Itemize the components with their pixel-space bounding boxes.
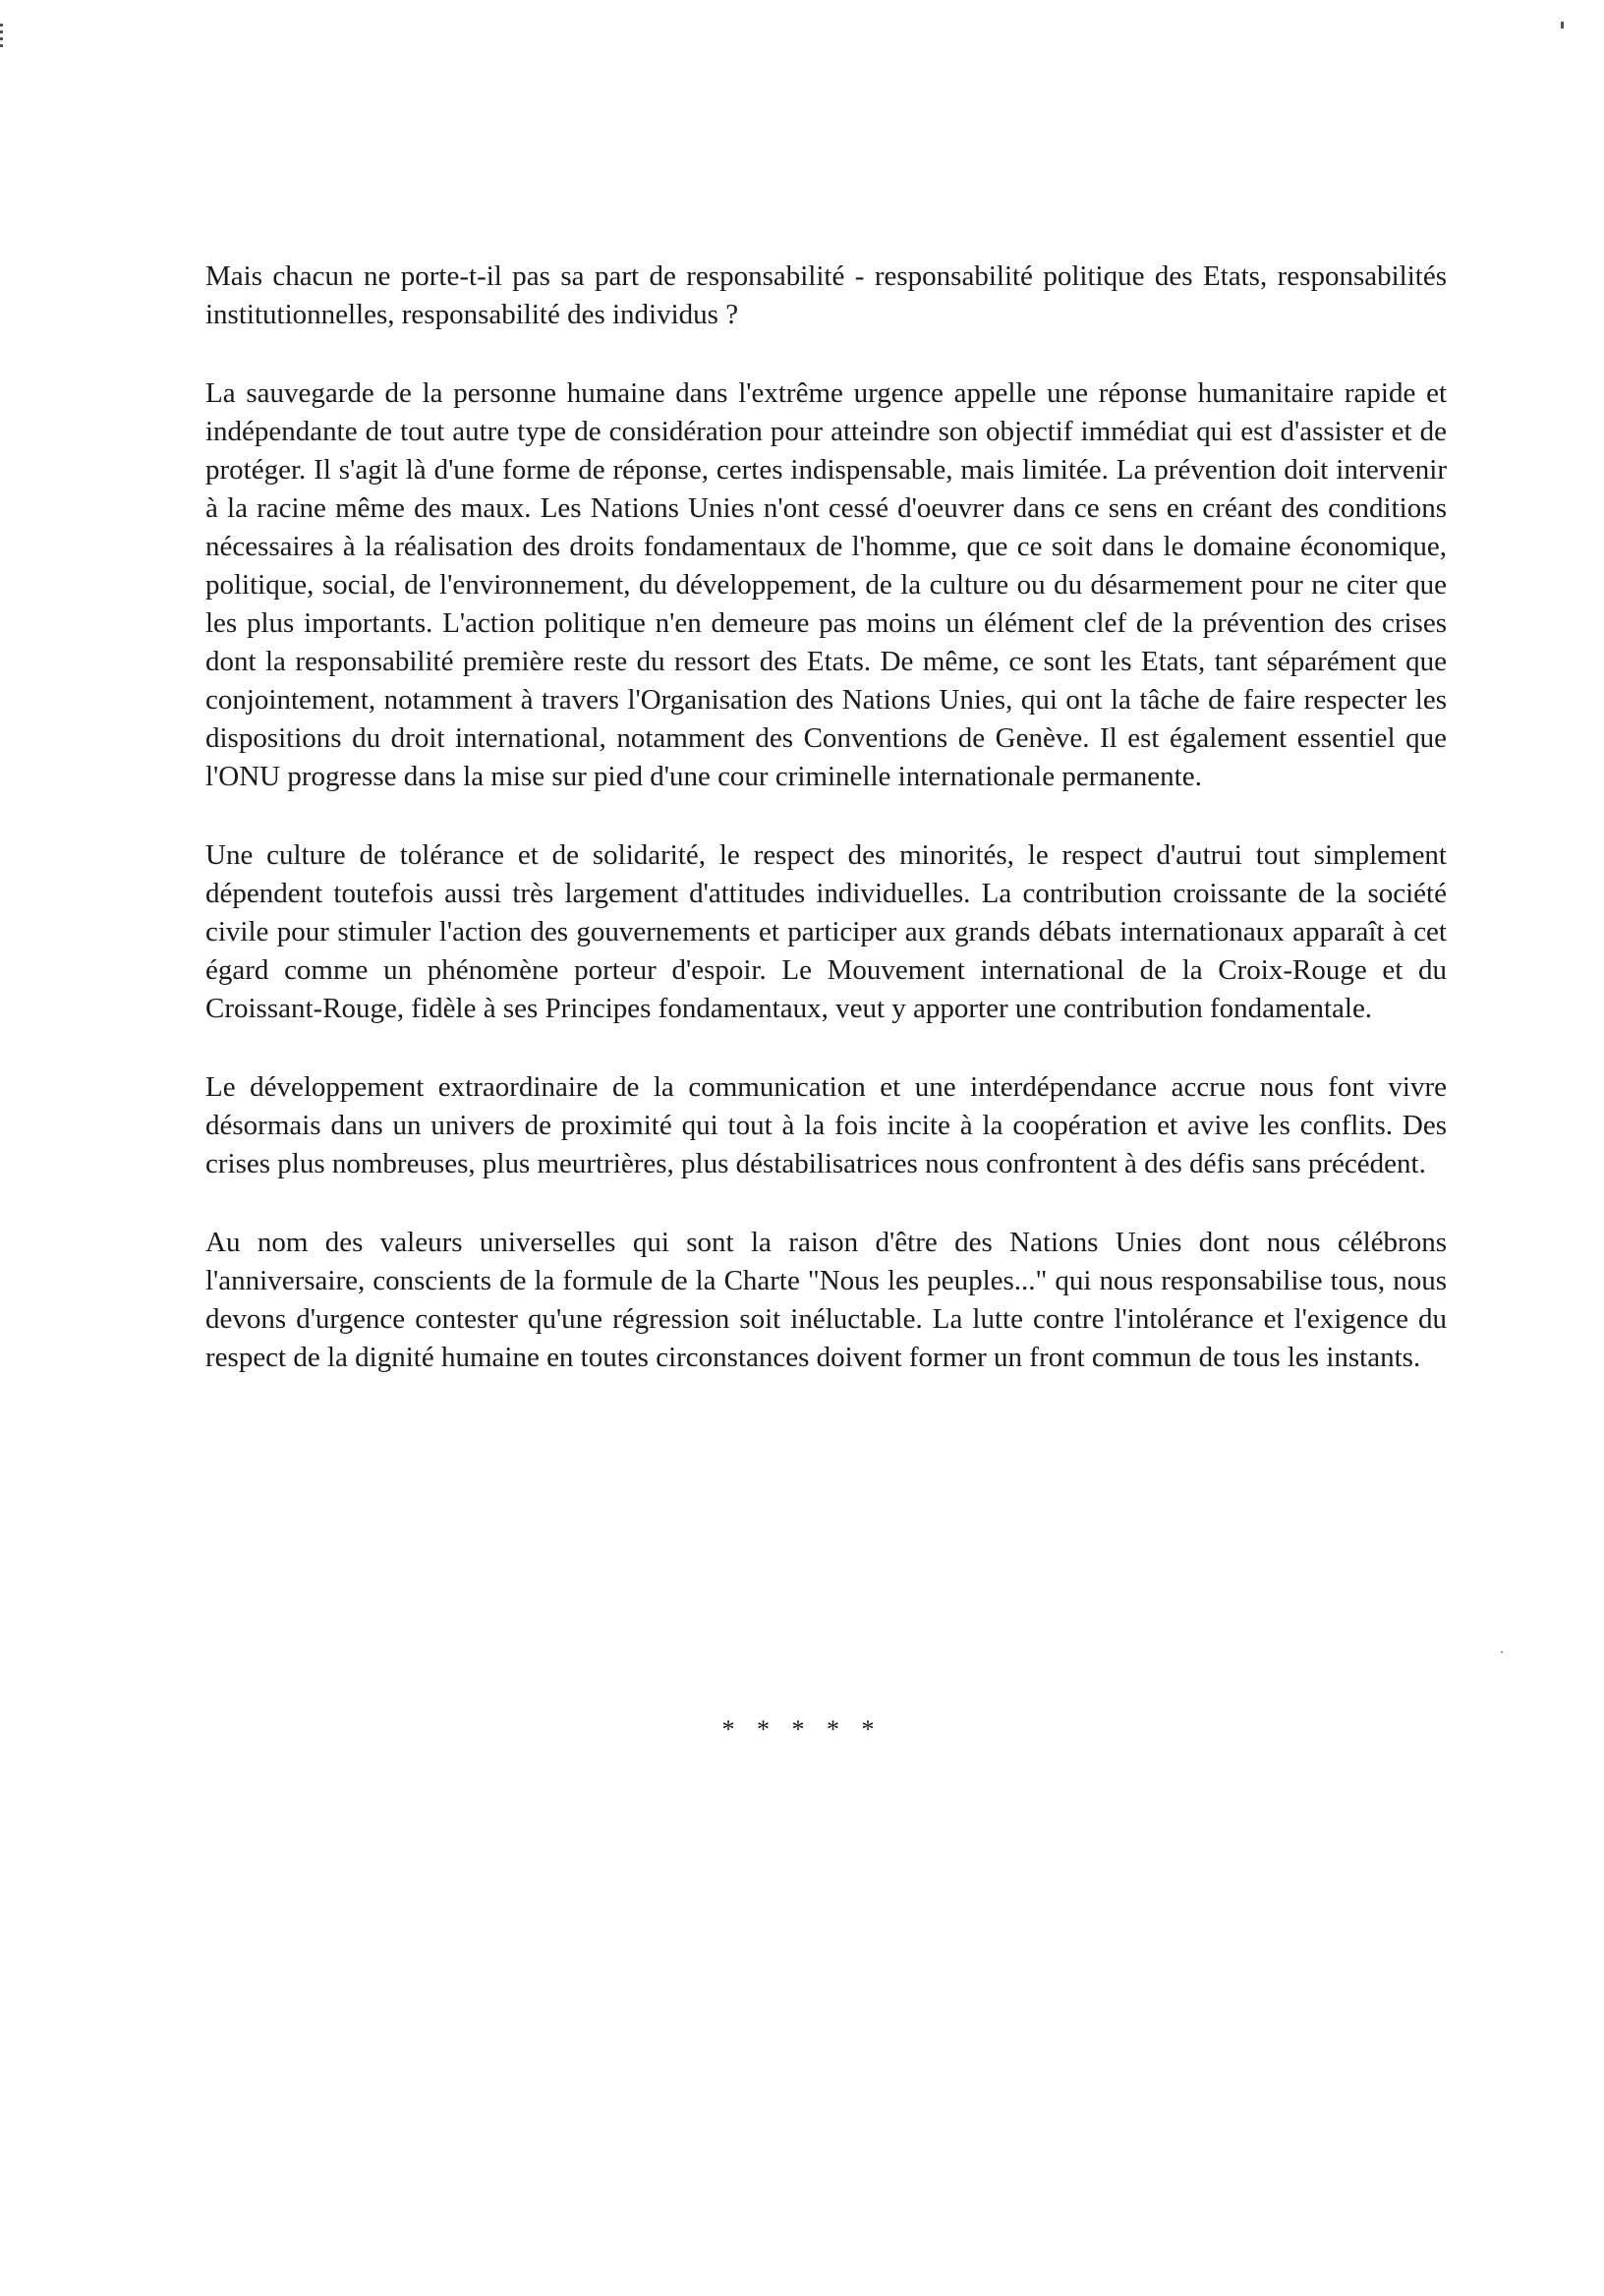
scan-artifact-mark (0, 24, 3, 51)
scan-artifact-dot (1501, 1651, 1503, 1653)
document-body (205, 258, 1447, 1417)
paragraph-communication: Le développement extraordinaire de la communication et une interdépendance accrue nous font vivre désormais dans un univers de proximité qui tout à la fois incite à la coopération et avive les conflits. Des crises plus nombreuses, plus meurtrières, plus déstabilisatrices nous confrontent à des défis sans précédent. (205, 1071, 1447, 1179)
paragraph-responsibility: Mais chacun ne porte-t-il pas sa part de responsabilité - responsabilité politique des Etats, responsabilités institutionnelles, responsabilité des individus ? (205, 260, 1447, 330)
paragraph-prevention: La sauvegarde de la personne humaine dans l'extrême urgence appelle une réponse humanitaire rapide et indépendante de tout autre type de considération pour atteindre son objectif immédiat qui est d'assister et de protéger. Il s'agit là d'une forme de réponse, certes indispensable, mais limitée. La prévention doit intervenir à la racine même des maux. Les Nations Unies n'ont cessé d'oeuvrer dans ce sens en créant des conditions nécessaires à la réalisation des droits fondamentaux de l'homme, que ce soit dans le domaine économique, politique, social, de l'environnement, du développement, de la culture ou du désarmement pour ne citer que les plus importants. L'action politique n'en demeure pas moins un élément clef de la prévention des crises dont la responsabilité première reste du ressort des Etats. De même, ce sont les Etats, tant séparément que conjointement, notamment à travers l'Organisation des Nations Unies, qui ont la tâche de faire respecter les dispositions du droit international, notamment des Conventions de Genève. Il est également essentiel que l'ONU progresse dans la mise sur pied d'une cour criminelle internationale permanente. (205, 377, 1447, 792)
paragraph-universal-values: Au nom des valeurs universelles qui sont la raison d'être des Nations Unies dont nous célébrons l'anniversaire, conscients de la formule de la Charte "Nous les peuples..." qui nous responsabilise tous, nous devons d'urgence contester qu'une régression soit inéluctable. La lutte contre l'intolérance et l'exigence du respect de la dignité humaine en toutes circonstances doivent former un front commun de tous les instants. (205, 1227, 1447, 1373)
section-separator: * * * * * (721, 1715, 883, 1744)
scan-artifact-mark (1561, 22, 1564, 29)
paragraph-tolerance: Une culture de tolérance et de solidarité, le respect des minorités, le respect d'autrui tout simplement dépendent toutefois aussi très largement d'attitudes individuelles. La contribution croissante de la société civile pour stimuler l'action des gouvernements et participer aux grands débats internationaux apparaît à cet égard comme un phénomène porteur d'espoir. Le Mouvement international de la Croix-Rouge et du Croissant-Rouge, fidèle à ses Principes fondamentaux, veut y apporter une contribution fondamentale. (205, 839, 1447, 1024)
